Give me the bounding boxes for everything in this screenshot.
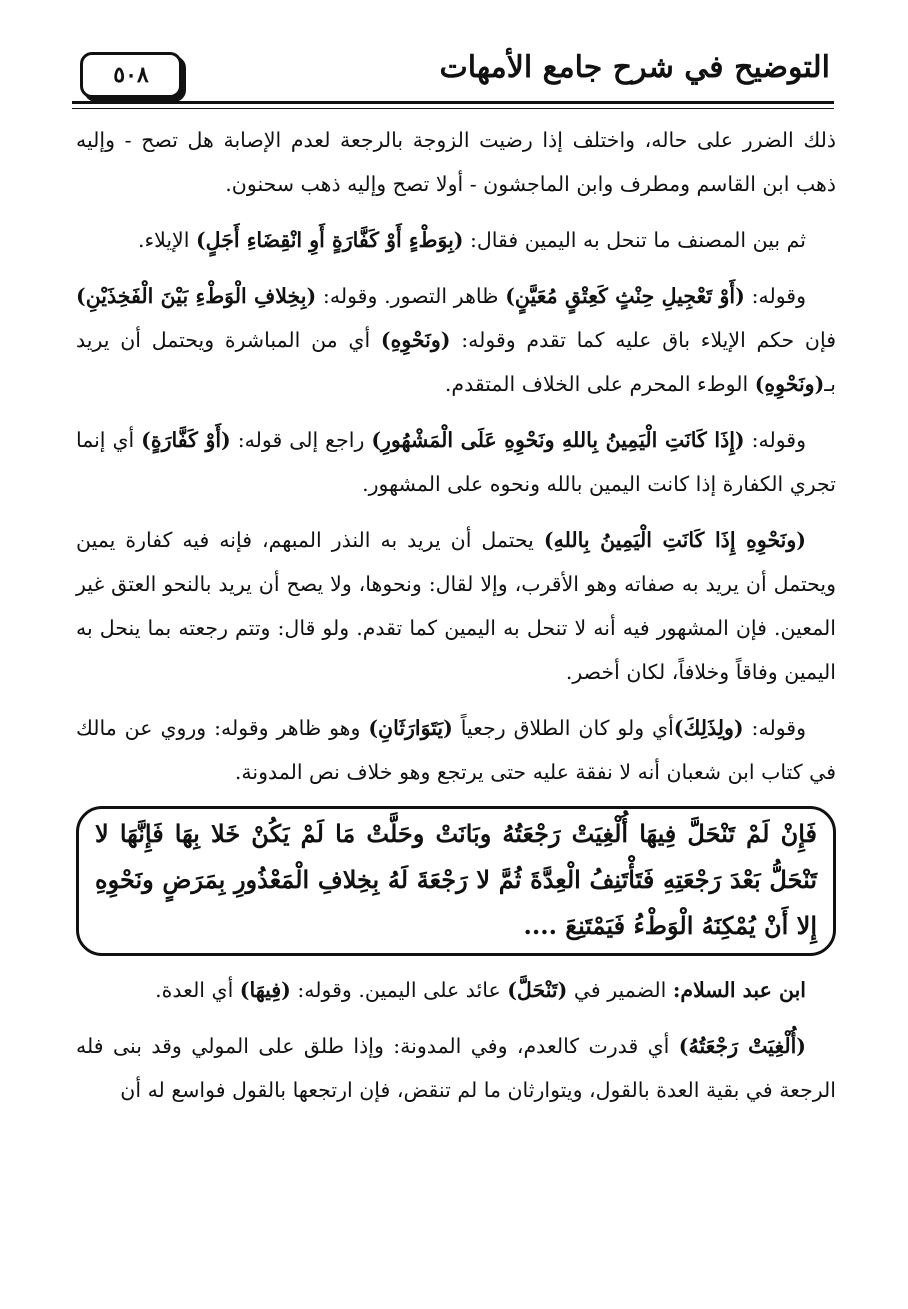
header-rule bbox=[72, 101, 834, 104]
quoted-matn-term: (بِخِلافِ الْوَطْءِ بَيْنَ الْفَخِذَيْنِ) bbox=[76, 284, 317, 308]
commentary-text: وهو ظاهر وقوله: وروي عن مالك في كتاب ابن شعبان أنه لا نفقة عليه حتى يرتجع وهو خلاف نص المدونة. bbox=[76, 716, 836, 784]
commentary-text: أي من المباشرة ويحتمل أن يريد بـ bbox=[76, 328, 836, 396]
paragraph bbox=[76, 968, 836, 1012]
commentary-text: وقوله: bbox=[744, 428, 806, 452]
commentary-text: ظاهر التصور. وقوله: bbox=[316, 284, 506, 308]
commentary-text: وقوله: bbox=[743, 716, 806, 740]
quoted-matn-term: (أَوْ تَعْجِيلِ حِنْثٍ كَعِتْقٍ مُعَيَّنٍ) bbox=[505, 284, 745, 308]
commentary-text: ذلك الضرر على حاله، واختلف إذا رضيت الزوجة بالرجعة لعدم الإصابة هل تصح - وإليه ذهب ابن القاسم ومطرف وابن الماجشون - أولا تصح وإليه ذهب سحنون. bbox=[76, 128, 836, 196]
commentary-text: أي قدرت كالعدم، وفي المدونة: وإذا طلق على المولي وقد بنى فله الرجعة في بقية العدة بالقول، ويتوارثان ما لم تنقض، فإن ارتجعها بالقول فواسع له أن bbox=[76, 1034, 836, 1102]
commentary-text: عائد على اليمين. وقوله: bbox=[290, 978, 508, 1002]
commentary-before bbox=[76, 118, 836, 794]
quoted-matn-term: (ونَحْوِهِ إِذَا كَانَتِ الْيَمِينُ بِاللهِ) bbox=[543, 528, 806, 552]
paragraph bbox=[76, 1024, 836, 1112]
paragraph bbox=[76, 518, 836, 694]
commentary-text: ثم بين المصنف ما تنحل به اليمين فقال: bbox=[463, 228, 806, 252]
commentary-text: أي العدة. bbox=[155, 978, 240, 1002]
commentary-after bbox=[76, 968, 836, 1112]
commentary-text: وقوله: bbox=[744, 284, 807, 308]
commentary-text: الضمير في bbox=[567, 978, 673, 1002]
running-header bbox=[72, 44, 834, 106]
commentary-text: أي إنما تجري الكفارة إذا كانت اليمين بالله ونحوه على المشهور. bbox=[76, 428, 836, 496]
quoted-matn-term: (ولِذَلِكَ) bbox=[673, 716, 744, 740]
quoted-matn-term: (أَوْ كَفَّارَةٍ) bbox=[141, 428, 231, 452]
commentary-text: فإن حكم الإيلاء باق عليه كما تقدم وقوله: bbox=[450, 328, 837, 352]
book-title: التوضيح في شرح جامع الأمهات bbox=[439, 50, 830, 85]
commentary-text: الوطء المحرم على الخلاف المتقدم. bbox=[444, 372, 755, 396]
quoted-matn-term: (تَنْحَلَّ) bbox=[507, 978, 568, 1002]
page-number-box bbox=[80, 52, 182, 98]
quoted-matn-term: (ونَحْوِهِ) bbox=[380, 328, 451, 352]
commentary-text: الإيلاء. bbox=[137, 228, 196, 252]
commentary-text: راجع إلى قوله: bbox=[230, 428, 372, 452]
quoted-matn-term: (إِذَا كَانَتِ الْيَمِينُ بِاللهِ ونَحْوِهِ عَلَى الْمَشْهُورِ) bbox=[371, 428, 745, 452]
paragraph bbox=[76, 706, 836, 794]
commentary-text: أي ولو كان الطلاق رجعياً bbox=[452, 716, 674, 740]
paragraph bbox=[76, 418, 836, 506]
quoted-matn-term: ابن عبد السلام: bbox=[672, 978, 806, 1002]
quoted-matn-term: (يَتَوَارَثَانِ) bbox=[368, 716, 453, 740]
quoted-matn-term: (ونَحْوِهِ) bbox=[754, 372, 825, 396]
quoted-matn-term: (بِوَطْءٍ أَوْ كَفَّارَةٍ أَوِ انْقِضَاءِ أَجَلٍ) bbox=[195, 228, 464, 252]
paragraph bbox=[76, 118, 836, 206]
paragraph bbox=[76, 218, 836, 262]
quoted-matn-term: (أُلْغِيَتْ رَجْعَتُهُ) bbox=[678, 1034, 806, 1058]
matn-frame bbox=[76, 806, 836, 956]
quoted-matn-term: (فِيهَا) bbox=[239, 978, 291, 1002]
commentary-text: يحتمل أن يريد به النذر المبهم، فإنه فيه كفارة يمين ويحتمل أن يريد به صفاته وهو الأقرب، وإلا لقال: ونحوها، ولا يصح أن يريد بالنحو العتق غير المعين. فإن المشهور فيه أنه لا تنحل به اليمين كما تقدم. ولو قال: وتتم رجعته بما ينحل به اليمين وفاقاً وخلافاً، لكان أخصر. bbox=[76, 528, 836, 684]
matn-text: فَإِنْ لَمْ تَنْحَلَّ فِيهَا أُلْغِيَتْ رَجْعَتُهُ وبَانَتْ وحَلَّتْ مَا لَمْ يَكُنْ خَلا بِهَا فَإِنَّهَا لا تَنْحَلُّ بَعْدَ رَجْعَتِهِ فَتَأْتَنِفُ الْعِدَّةَ ثُمَّ لا رَجْعَةَ لَهُ بِخِلافِ الْمَعْذُورِ بِمَرَضٍ ونَحْوِهِ إِلا أَنْ يُمْكِنَهُ الْوَطْءُ فَيَمْتَنِعَ .... bbox=[95, 819, 817, 940]
header-rule-thin bbox=[72, 108, 834, 109]
paragraph bbox=[76, 274, 836, 406]
body-text bbox=[76, 118, 836, 1124]
page-number: ٥٠٨ bbox=[113, 62, 149, 88]
